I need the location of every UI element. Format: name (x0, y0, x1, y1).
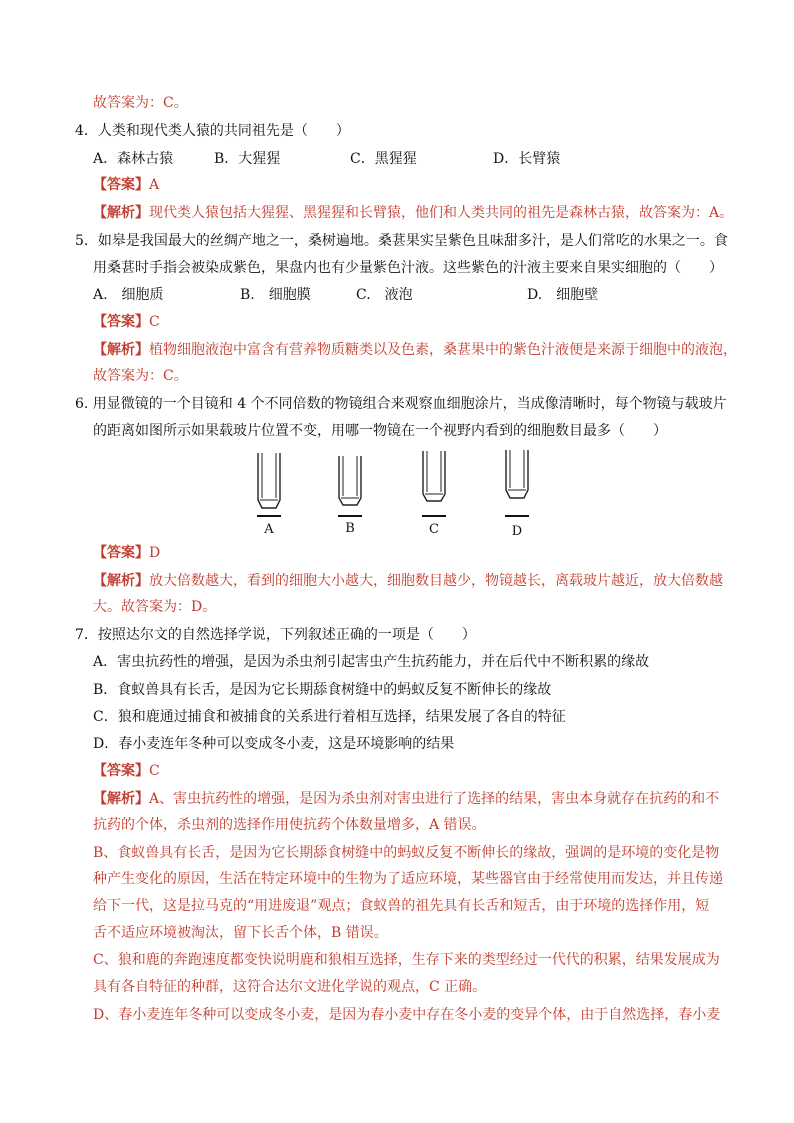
q5-analysis (93, 340, 737, 360)
q7-option-c: C．狼和鹿通过捕食和被捕食的关系进行着相互选择，结果发展了各自的特征 (93, 709, 566, 725)
q4-option-c: C．黑猩猩 (350, 151, 417, 167)
q4-option-d: D．长臂猿 (493, 151, 561, 167)
q7-analysis-line-3: B、食蚁兽具有长舌，是因为它长期舔食树缝中的蚂蚁反复不断伸长的缘故，强调的是环境的变化是物 (93, 845, 720, 861)
label-c: C (429, 522, 439, 537)
q7-analysis-line-9: D、春小麦连年冬种可以变成冬小麦，是因为春小麦中存在冬小麦的变异个体，由于自然选择，春小麦 (93, 1007, 721, 1023)
label-a: A (264, 522, 274, 537)
analysis-label: 【解析】 (93, 573, 149, 589)
analysis-label: 【解析】 (93, 791, 149, 807)
q7-option-a: A．害虫抗药性的增强，是因为杀虫剂引起害虫产生抗药能力，并在后代中不断积累的缘故 (93, 654, 650, 670)
q6-answer (93, 543, 160, 563)
q7-stem: 7．按照达尔文的自然选择学说，下列叙述正确的一项是（ ） (75, 627, 476, 643)
q5-analysis-line-2: 故答案为：C。 (93, 368, 188, 384)
previous-answer-conclusion: 故答案为：C。 (93, 95, 188, 111)
q7-option-b: B．食蚁兽具有长舌，是因为它长期舔食树缝中的蚂蚁反复不断伸长的缘故 (93, 682, 552, 698)
q4-answer-value: A (149, 177, 160, 193)
q6-stem-line-1: 6. 用显微镜的一个目镜和 4 个不同倍数的物镜组合来观察血细胞涂片，当成像清晰时，每个物镜与载玻片 (75, 396, 727, 412)
q4-analysis (93, 203, 733, 223)
q7-analysis (93, 789, 719, 809)
q5-stem-line-2: 用桑葚时手指会被染成紫色，果盘内也有少量紫色汁液。这些紫色的汁液主要来自果实细胞的（ ） (93, 260, 723, 276)
q7-answer (93, 761, 160, 781)
q7-answer-value: C (149, 763, 160, 779)
q5-option-b: B. 细胞膜 (240, 287, 311, 303)
q7-analysis-line-4: 种产生变化的原因，生活在特定环境中的生物为了适应环境，某些器官由于经常使用而发达，并且传递 (93, 871, 723, 887)
q7-analysis-line-6: 舌不适应环境被淘汰，留下长舌个体，B 错误。 (93, 925, 388, 941)
q4-stem: 4．人类和现代类人猿的共同祖先是（ ） (75, 123, 350, 139)
label-d: D (511, 524, 523, 539)
q5-option-d: D. 细胞壁 (527, 287, 599, 303)
objective-lens-figure (248, 448, 548, 540)
q6-stem-line-2: 的距离如图所示如果载玻片位置不变，用哪一物镜在一个视野内看到的细胞数目最多（ ） (93, 423, 667, 439)
q5-option-c: C. 液泡 (356, 287, 413, 303)
q5-option-a: A. 细胞质 (93, 287, 164, 303)
q5-stem-line-1: 5．如皋是我国最大的丝绸产地之一，桑树遍地。桑葚果实呈紫色且味甜多汁，是人们常吃的水果之一。食 (75, 233, 728, 249)
answer-label: 【答案】 (93, 763, 149, 779)
q5-answer-value: C (149, 314, 160, 330)
q6-analysis-line-2: 大。故答案为：D。 (93, 599, 217, 615)
q7-option-d: D．春小麦连年冬种可以变成冬小麦，这是环境影响的结果 (93, 736, 455, 752)
label-b: B (345, 521, 355, 536)
analysis-label: 【解析】 (93, 342, 149, 358)
q6-analysis (93, 571, 723, 591)
q7-analysis-line-5: 给下一代，这是拉马克的“用进废退”观点；食蚁兽的祖先具有长舌和短舌，由于环境的选择作用，短 (93, 898, 710, 914)
q5-analysis-line-1: 植物细胞液泡中富含有营养物质糖类以及色素，桑葚果中的紫色汁液便是来源于细胞中的液泡， (149, 342, 737, 358)
analysis-label: 【解析】 (93, 205, 149, 221)
q7-analysis-line-7: C、狼和鹿的奔跑速度都变快说明鹿和狼相互选择，生存下来的类型经过一代代的积累，结果发展成为 (93, 952, 720, 968)
q4-option-b: B．大猩猩 (214, 151, 281, 167)
q6-analysis-line-1: 放大倍数越大，看到的细胞大小越大，细胞数目越少，物镜越长，离载玻片越近，放大倍数越 (149, 573, 723, 589)
answer-label: 【答案】 (93, 545, 149, 561)
q7-analysis-line-1: A、害虫抗药性的增强，是因为杀虫剂对害虫进行了选择的结果，害虫本身就存在抗药的和不 (149, 791, 720, 807)
q7-analysis-line-2: 抗药的个体，杀虫剂的选择作用使抗药个体数量增多，A 错误。 (93, 817, 486, 833)
answer-label: 【答案】 (93, 314, 149, 330)
q4-answer (93, 175, 159, 195)
q5-answer (93, 312, 160, 332)
q4-option-a: A．森林古猿 (93, 151, 174, 167)
answer-label: 【答案】 (93, 177, 149, 193)
q4-analysis-text: 现代类人猿包括大猩猩、黑猩猩和长臂猿，他们和人类共同的祖先是森林古猿，故答案为：A。 (149, 205, 734, 221)
q6-answer-value: D (149, 545, 161, 561)
objective-d (505, 450, 529, 516)
q7-analysis-line-8: 具有各自特征的种群，这符合达尔文进化学说的观点，C 正确。 (93, 979, 487, 995)
objective-a (257, 453, 281, 516)
objective-b (338, 456, 362, 516)
objective-c (422, 451, 446, 516)
